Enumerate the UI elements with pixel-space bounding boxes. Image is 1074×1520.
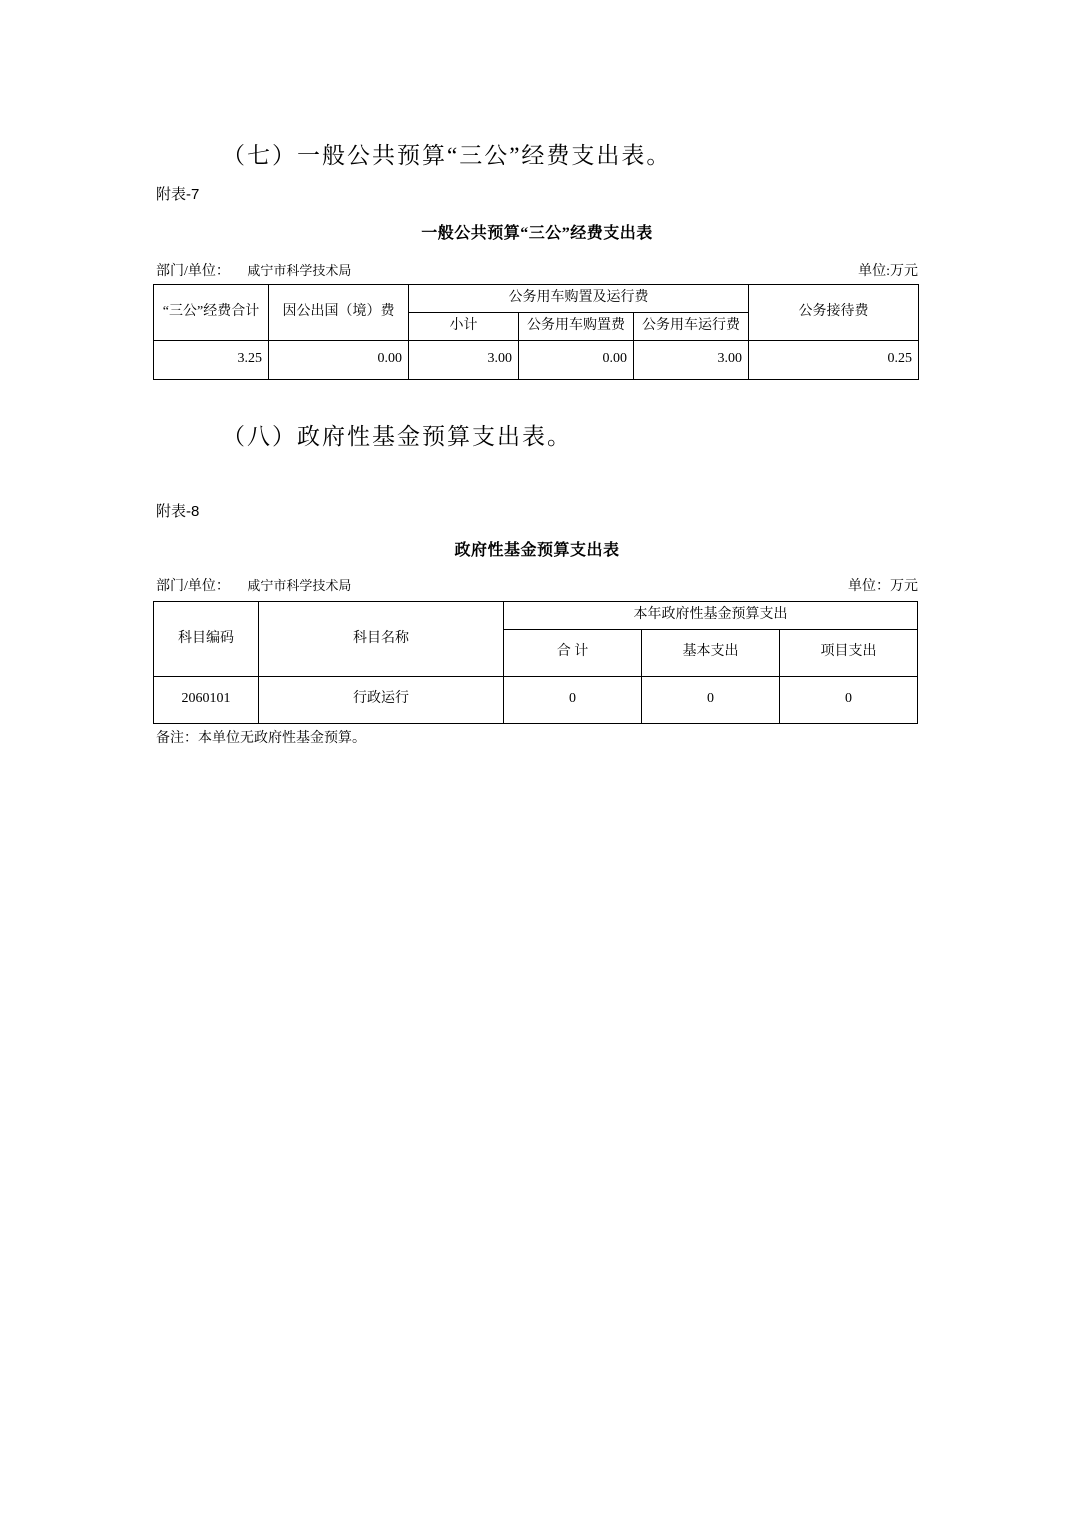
table-title-8: 政府性基金预算支出表 (454, 542, 620, 559)
annex-label-8: 附表-8 (156, 503, 200, 520)
table7-unit-label: 部门/单位： (156, 264, 230, 279)
th-vehicle-operation: 公务用车运行费 (634, 312, 749, 340)
government-fund-budget-table (153, 601, 918, 724)
annex-label-7: 附表-7 (156, 186, 200, 203)
table8-unit-label: 部门/单位： (156, 579, 230, 594)
th-total: “三公”经费合计 (154, 285, 269, 341)
th-abroad: 因公出国（境）费 (269, 285, 409, 341)
th-fund-total: 合 计 (504, 629, 642, 676)
td-vehicle-purchase: 0.00 (519, 340, 634, 379)
table-row (154, 340, 919, 379)
th-vehicle-group: 公务用车购置及运行费 (409, 285, 749, 313)
table7-amount-unit: 单位:万元 (858, 264, 918, 279)
table7-meta (156, 260, 918, 280)
th-fund-group: 本年政府性基金预算支出 (504, 602, 918, 630)
table8-meta (156, 575, 918, 595)
th-subject-name: 科目名称 (259, 602, 504, 677)
td-vehicle-operation: 3.00 (634, 340, 749, 379)
th-fund-project: 项目支出 (780, 629, 918, 676)
three-public-expenditure-table (153, 284, 919, 380)
td-fund-total: 0 (504, 676, 642, 723)
table-row (154, 602, 918, 630)
td-subject-name: 行政运行 (259, 676, 504, 723)
table8-note: 备注：本单位无政府性基金预算。 (156, 731, 366, 746)
table8-unit (156, 575, 351, 595)
table-title-7: 一般公共预算“三公”经费支出表 (421, 225, 653, 242)
section-heading-7: （七）一般公共预算“三公”经费支出表。 (222, 143, 672, 168)
section-heading-8: （八）政府性基金预算支出表。 (222, 424, 572, 449)
table-row (154, 676, 918, 723)
th-reception: 公务接待费 (749, 285, 919, 341)
td-reception: 0.25 (749, 340, 919, 379)
table7-unit (156, 260, 351, 280)
th-subject-code: 科目编码 (154, 602, 259, 677)
td-subject-code: 2060101 (154, 676, 259, 723)
th-fund-basic: 基本支出 (642, 629, 780, 676)
td-abroad: 0.00 (269, 340, 409, 379)
th-vehicle-subtotal: 小计 (409, 312, 519, 340)
table7-unit-value: 咸宁市科学技术局 (247, 263, 352, 278)
td-fund-basic: 0 (642, 676, 780, 723)
table8-amount-unit: 单位：万元 (848, 579, 918, 594)
td-total: 3.25 (154, 340, 269, 379)
table-row (154, 285, 919, 313)
th-vehicle-purchase: 公务用车购置费 (519, 312, 634, 340)
td-fund-project: 0 (780, 676, 918, 723)
td-vehicle-subtotal: 3.00 (409, 340, 519, 379)
table8-unit-value: 咸宁市科学技术局 (247, 578, 352, 593)
